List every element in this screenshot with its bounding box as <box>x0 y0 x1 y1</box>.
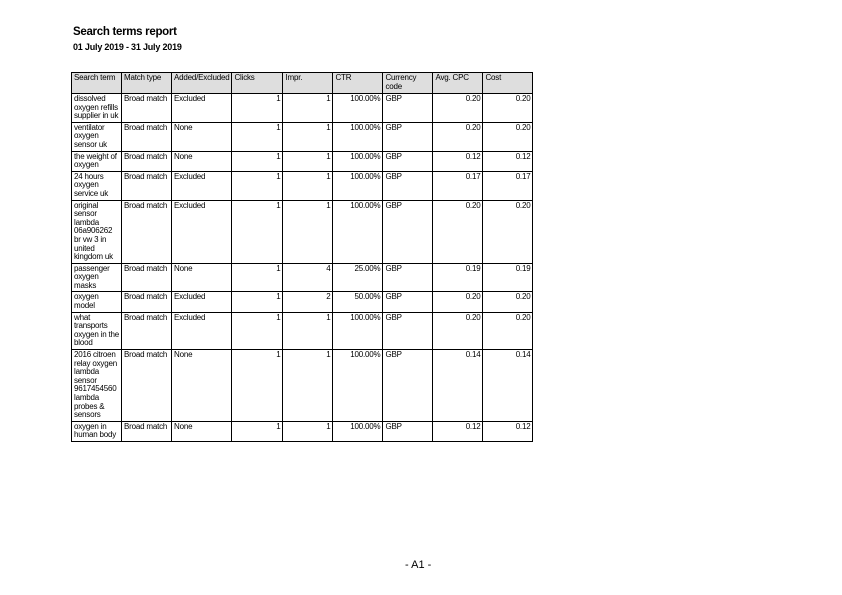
cell-search-term: 2016 citroen relay oxygen lambda sensor 9617454560 lambda probes & sensors <box>72 350 122 422</box>
cell-avg-cpc: 0.20 <box>433 292 483 312</box>
cell-added-excluded: Excluded <box>172 292 232 312</box>
cell-ctr: 100.00% <box>333 122 383 151</box>
cell-match-type: Broad match <box>122 263 172 292</box>
cell-avg-cpc: 0.20 <box>433 94 483 123</box>
cell-search-term: the weight of oxygen <box>72 151 122 171</box>
cell-search-term: passenger oxygen masks <box>72 263 122 292</box>
cell-ctr: 100.00% <box>333 151 383 171</box>
cell-added-excluded: Excluded <box>172 94 232 123</box>
cell-currency-code: GBP <box>383 350 433 422</box>
cell-added-excluded: Excluded <box>172 200 232 263</box>
cell-currency-code: GBP <box>383 292 433 312</box>
cell-ctr: 100.00% <box>333 200 383 263</box>
cell-avg-cpc: 0.20 <box>433 200 483 263</box>
cell-impressions: 1 <box>283 151 333 171</box>
cell-cost: 0.19 <box>483 263 533 292</box>
cell-added-excluded: Excluded <box>172 312 232 349</box>
cell-impressions: 1 <box>283 94 333 123</box>
table-row <box>72 171 533 200</box>
cell-currency-code: GBP <box>383 94 433 123</box>
cell-clicks: 1 <box>232 122 283 151</box>
cell-ctr: 100.00% <box>333 312 383 349</box>
cell-impressions: 1 <box>283 421 333 441</box>
cell-match-type: Broad match <box>122 171 172 200</box>
header-search-term: Search term <box>72 73 122 94</box>
cell-ctr: 100.00% <box>333 350 383 422</box>
cell-currency-code: GBP <box>383 171 433 200</box>
cell-clicks: 1 <box>232 312 283 349</box>
cell-currency-code: GBP <box>383 122 433 151</box>
cell-clicks: 1 <box>232 94 283 123</box>
cell-impressions: 2 <box>283 292 333 312</box>
cell-match-type: Broad match <box>122 292 172 312</box>
cell-ctr: 25.00% <box>333 263 383 292</box>
cell-impressions: 1 <box>283 350 333 422</box>
cell-match-type: Broad match <box>122 122 172 151</box>
cell-impressions: 1 <box>283 122 333 151</box>
cell-currency-code: GBP <box>383 151 433 171</box>
header-currency-code: Currency code <box>383 73 433 94</box>
cell-added-excluded: None <box>172 122 232 151</box>
cell-match-type: Broad match <box>122 200 172 263</box>
cell-added-excluded: None <box>172 263 232 292</box>
cell-search-term: oxygen in human body <box>72 421 122 441</box>
cell-ctr: 100.00% <box>333 421 383 441</box>
cell-clicks: 1 <box>232 200 283 263</box>
cell-match-type: Broad match <box>122 312 172 349</box>
cell-clicks: 1 <box>232 421 283 441</box>
search-terms-table <box>71 72 533 442</box>
cell-added-excluded: None <box>172 350 232 422</box>
cell-added-excluded: None <box>172 421 232 441</box>
cell-search-term: 24 hours oxygen service uk <box>72 171 122 200</box>
cell-impressions: 1 <box>283 312 333 349</box>
report-date-range: 01 July 2019 - 31 July 2019 <box>73 42 182 52</box>
cell-impressions: 1 <box>283 200 333 263</box>
table-row <box>72 151 533 171</box>
cell-added-excluded: None <box>172 151 232 171</box>
cell-impressions: 4 <box>283 263 333 292</box>
header-match-type: Match type <box>122 73 172 94</box>
cell-match-type: Broad match <box>122 350 172 422</box>
cell-search-term: original sensor lambda 06a906262 br vw 3 in united kingdom uk <box>72 200 122 263</box>
cell-search-term: oxygen model <box>72 292 122 312</box>
cell-currency-code: GBP <box>383 200 433 263</box>
table-row <box>72 263 533 292</box>
cell-ctr: 50.00% <box>333 292 383 312</box>
cell-clicks: 1 <box>232 151 283 171</box>
cell-avg-cpc: 0.12 <box>433 421 483 441</box>
cell-avg-cpc: 0.19 <box>433 263 483 292</box>
cell-cost: 0.12 <box>483 421 533 441</box>
table-row <box>72 200 533 263</box>
cell-clicks: 1 <box>232 171 283 200</box>
header-clicks: Clicks <box>232 73 283 94</box>
header-ctr: CTR <box>333 73 383 94</box>
cell-currency-code: GBP <box>383 421 433 441</box>
table-row <box>72 350 533 422</box>
header-impressions: Impr. <box>283 73 333 94</box>
table-row <box>72 292 533 312</box>
cell-search-term: ventilator oxygen sensor uk <box>72 122 122 151</box>
cell-cost: 0.20 <box>483 292 533 312</box>
cell-search-term: what transports oxygen in the blood <box>72 312 122 349</box>
cell-match-type: Broad match <box>122 151 172 171</box>
header-added-excluded: Added/Excluded <box>172 73 232 94</box>
cell-avg-cpc: 0.17 <box>433 171 483 200</box>
cell-cost: 0.17 <box>483 171 533 200</box>
page-number: - A1 - <box>405 559 432 571</box>
cell-currency-code: GBP <box>383 312 433 349</box>
cell-ctr: 100.00% <box>333 171 383 200</box>
cell-avg-cpc: 0.14 <box>433 350 483 422</box>
cell-match-type: Broad match <box>122 94 172 123</box>
cell-cost: 0.14 <box>483 350 533 422</box>
table-header-row <box>72 73 533 94</box>
cell-avg-cpc: 0.20 <box>433 122 483 151</box>
cell-avg-cpc: 0.20 <box>433 312 483 349</box>
cell-search-term: dissolved oxygen refills supplier in uk <box>72 94 122 123</box>
cell-added-excluded: Excluded <box>172 171 232 200</box>
header-cost: Cost <box>483 73 533 94</box>
cell-match-type: Broad match <box>122 421 172 441</box>
cell-cost: 0.20 <box>483 94 533 123</box>
cell-cost: 0.20 <box>483 122 533 151</box>
cell-cost: 0.12 <box>483 151 533 171</box>
cell-clicks: 1 <box>232 292 283 312</box>
cell-impressions: 1 <box>283 171 333 200</box>
cell-ctr: 100.00% <box>333 94 383 123</box>
table-row <box>72 122 533 151</box>
header-avg-cpc: Avg. CPC <box>433 73 483 94</box>
cell-clicks: 1 <box>232 263 283 292</box>
cell-cost: 0.20 <box>483 312 533 349</box>
cell-cost: 0.20 <box>483 200 533 263</box>
table-row <box>72 312 533 349</box>
cell-avg-cpc: 0.12 <box>433 151 483 171</box>
cell-currency-code: GBP <box>383 263 433 292</box>
table-row <box>72 94 533 123</box>
table-row <box>72 421 533 441</box>
cell-clicks: 1 <box>232 350 283 422</box>
report-title: Search terms report <box>73 26 177 38</box>
